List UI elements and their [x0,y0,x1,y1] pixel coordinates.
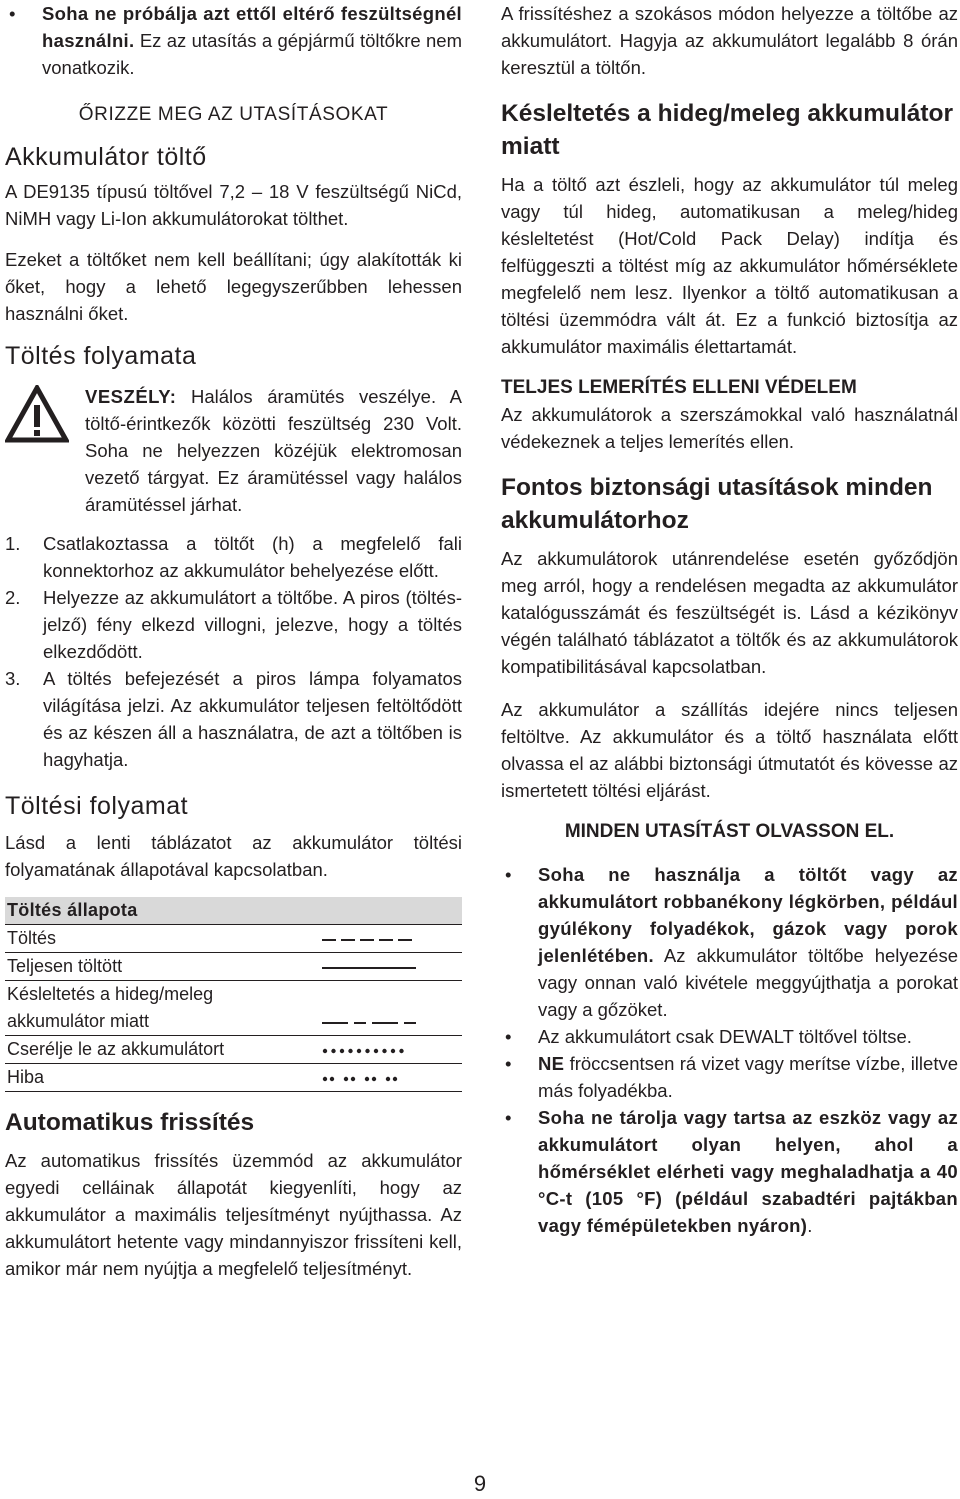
step-number: 2. [5,587,21,608]
step-number: 1. [5,533,21,554]
warning-triangle-icon [5,385,69,443]
step-text: A töltés befejezését a piros lámpa folyamatos világítása jelzi. Az akkumulátor teljesen feltöltődött és az készen áll a használatra, de azt a töltőben is hagyhatja. [43,668,462,770]
table-row [5,981,462,1036]
save-instructions-heading: ŐRIZZE MEG AZ UTASÍTÁSOKAT [78,104,389,125]
step-item [5,665,462,773]
step-text: Helyezze az akkumulátort a töltőbe. A piros (töltés-jelző) fény elkezd villogni, jelezve, hogy a töltés elkezdődött. [43,587,462,662]
safety-heading: Fontos biztonsági utasítások minden akkumulátorhoz [501,474,933,534]
danger-label: VESZÉLY: [85,386,177,407]
indicator-dots-icon [312,1036,462,1064]
step-number: 3. [5,668,21,689]
delay-paragraph: Ha a töltő azt észleli, hogy az akkumulátor túl meleg vagy túl hideg, automatikusan a meleg/hideg késleltetést (Hot/Cold Pack Delay) indítja és felfüggeszti a töltést míg az akkumulátor hőmérséklete megfelelő nem lesz. Ilyenkor a töltő automatikusan a töltési üzemmódra vált át. Ez a funkció biztosítja az akkumulátor maximális élettartamát. [501,174,958,357]
auto-refresh-paragraph: Az automatikus frissítés üzemmód az akkumulátor egyedi celláinak állapotát kiegyenlíti, hogy az akkumulátor a maximális teljesítményt nyújthassa. Az akkumulátort hetente vagy mindannyiszor frissíteni kell, amikor már nem nyújtja a megfelelő teljesítményt. [5,1150,462,1279]
delay-heading: Késleltetés a hideg/meleg akkumulátor miatt [501,100,954,160]
voltage-warning-rest: Ez az utasítás a gépjármű töltőkre nem vonatkozik. [42,30,462,78]
indicator-dashes-icon [312,925,462,953]
charging-heading: Töltés folyamata [5,342,197,370]
indicator-solid-icon [312,953,462,981]
list-item [501,1050,958,1104]
process-heading: Töltési folyamat [5,792,189,820]
list-item [501,1104,958,1239]
step-item [5,530,462,584]
voltage-warning-bullet [5,0,462,81]
status-label: Hiba [5,1064,312,1092]
table-row [5,1036,462,1064]
status-label: Töltés [5,925,312,953]
list-item [501,1023,958,1050]
bullet-marker: • [505,1053,512,1074]
charger-paragraph-1: A DE9135 típusú töltővel 7,2 – 18 V feszültségű NiCd, NiMH vagy Li-Ion akkumulátorokat tölthet. [5,181,462,229]
status-label: Cserélje le az akkumulátort [5,1036,312,1064]
bullet-marker: • [505,1026,512,1047]
status-label: Késleltetés a hideg/meleg akkumulátor miatt [5,981,312,1036]
status-label: Teljesen töltött [5,953,312,981]
deep-discharge-paragraph: Az akkumulátorok a szerszámokkal való használatnál védekeznek a teljes lemerítés ellen. [501,404,958,452]
indicator-pairs-icon [312,1064,462,1092]
right-column [501,0,958,1239]
auto-refresh-heading: Automatikus frissítés [5,1109,255,1136]
voltage-warning-bold: Soha ne próbálja azt ettől eltérő feszültségnél használni. [42,3,462,51]
page-number: 9 [473,1471,487,1496]
bullet-text: Az akkumulátor töltőbe helyezése vagy onnan való kivétele meggyújthatja a porokat vagy a gőzöket. [538,945,958,1020]
table-row [5,953,462,981]
left-column [5,0,462,1282]
bullet-marker: • [505,864,512,885]
bullet-text: fröccsentsen rá vizet vagy merítse vízbe, illetve más folyadékba. [538,1053,958,1101]
bullet-bold-text: Soha ne tárolja vagy tartsa az eszköz vagy az akkumulátort olyan helyen, ahol a hőmérséklet elérheti vagy meghaladhatja a 40 °C-t (105 °F) (például szabadtéri pajtákban vagy fémépületekben nyáron) [538,1107,958,1236]
step-text: Csatlakoztassa a töltőt (h) a megfelelő fali konnektorhoz az akkumulátor behelyezése előtt. [43,533,462,581]
safety-bullets [501,861,958,1239]
step-item [5,584,462,665]
read-all-heading: MINDEN UTASÍTÁST OLVASSON EL. [564,821,895,842]
danger-text: Halálos áramütés veszélye. A töltő-érintkezők közötti feszültség 230 Volt. Soha ne helyezzen közéjük elektromosan vezető tárgyat. Ez áramütéssel vagy halálos áramütéssel járhat. [85,386,462,515]
list-item [501,861,958,1023]
bullet-bold-text: NE [538,1053,565,1074]
bullet-text: . [807,1215,813,1236]
table-row [5,1064,462,1092]
bullet-text: Az akkumulátort csak DEWALT töltővel töltse. [538,1026,912,1047]
charger-heading: Akkumulátor töltő [5,143,207,171]
indicator-mixed-icon [312,981,462,1036]
charger-paragraph-2: Ezeket a töltőket nem kell beállítani; úgy alakították ki őket, hogy a lehető legegyszerűbben lehessen használni őket. [5,249,462,324]
safety-paragraph-1: Az akkumulátorok utánrendelése esetén győződjön meg arról, hogy a rendelésen megadta az akkumulátor katalógusszámát és feszültségét is. Lásd a kézikönyv végén található táblázatot a töltők és az akkumulátorok kompatibilitásával kapcsolatban. [501,548,958,677]
bullet-marker: • [9,3,16,24]
process-paragraph: Lásd a lenti táblázatot az akkumulátor töltési folyamatának állapotával kapcsolatban. [5,832,462,880]
bullet-marker: • [505,1107,512,1128]
safety-paragraph-2: Az akkumulátor a szállítás idejére nincs teljesen feltöltve. Az akkumulátor és a töltő használata előtt olvassa el az alábbi biztonsági útmutatót és kövesse az ismertetett töltési eljárást. [501,699,958,801]
status-table-header: Töltés állapota [5,897,462,925]
deep-discharge-heading: TELJES LEMERÍTÉS ELLENI VÉDELEM [501,377,857,398]
charging-steps [5,530,462,773]
refresh-paragraph: A frissítéshez a szokásos módon helyezze a töltőbe az akkumulátort. Hagyja az akkumulátort legalább 8 órán keresztül a töltőn. [501,3,958,78]
danger-warning [5,383,462,518]
charge-status-table [5,897,462,1092]
table-row [5,925,462,953]
bullet-bold-text: Soha ne használja a töltőt vagy az akkumulátort robbanékony légkörben, például gyúlékony folyadékok, gázok vagy porok jelenlétében. [538,864,958,966]
